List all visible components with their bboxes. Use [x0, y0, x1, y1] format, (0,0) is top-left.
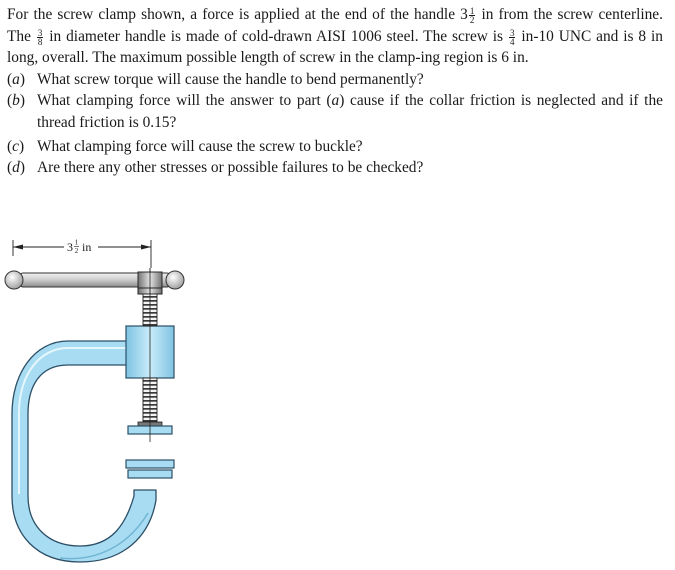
- fraction-denominator: 4: [509, 36, 515, 47]
- question-letter: a: [12, 70, 20, 88]
- question-label: (b): [7, 92, 25, 110]
- question-label: (d): [7, 159, 25, 177]
- dimension-whole: 3: [67, 240, 73, 254]
- question-label: (c): [7, 137, 25, 155]
- problem-intro: [7, 4, 663, 69]
- fraction-three-quarters: [509, 29, 516, 46]
- fraction-numerator: 1: [469, 5, 475, 16]
- dimension-unit: in: [82, 240, 92, 254]
- dimension-line: [13, 239, 151, 269]
- fraction-three-eighths: [37, 29, 44, 46]
- question-letter: c: [12, 137, 19, 155]
- question-letter: d: [12, 159, 20, 177]
- question-letter: b: [12, 92, 20, 110]
- question-text: What screw torque will cause the handle to bend permanently?: [37, 70, 424, 88]
- fraction-denominator: 2: [469, 14, 475, 25]
- question-text-italic: a: [331, 92, 340, 110]
- problem-statement: [7, 4, 663, 179]
- question-text-b: ) cause if the collar friction is neglected and if the thread friction is 0.15?: [37, 92, 663, 131]
- question-list: [7, 69, 663, 179]
- fraction-denominator: 8: [37, 36, 43, 47]
- question-text: What clamping force will cause the screw to buckle?: [37, 137, 363, 155]
- intro-text-4: in-10 UNC and is 8 in long, overall. The maximum possible length of screw in the clamp-ing region is 6 in.: [7, 27, 663, 67]
- question-a: [7, 69, 663, 91]
- question-text-a: What clamping force will the answer to part (: [37, 92, 332, 110]
- arrowhead-right-icon: [141, 245, 151, 250]
- intro-text-1: For the screw clamp shown, a force is applied at the end of the handle 3: [7, 6, 468, 23]
- question-d: [7, 157, 663, 179]
- lower-jaw: [126, 460, 174, 468]
- question-text: [37, 90, 663, 133]
- fraction-one-half: [469, 7, 476, 24]
- screw-clamp-figure: [0, 228, 260, 570]
- handle-knob-right: [166, 271, 184, 289]
- handle-knob-left: [5, 271, 23, 289]
- arrowhead-left-icon: [13, 245, 23, 250]
- dimension-denominator: 2: [74, 247, 79, 255]
- fraction-numerator: 3: [37, 27, 43, 38]
- fraction-numerator: 3: [509, 27, 515, 38]
- question-label: (a): [7, 70, 25, 88]
- question-text: Are there any other stresses or possible failures to be checked?: [37, 159, 424, 177]
- dimension-numerator: 1: [74, 238, 79, 247]
- question-b: [7, 90, 663, 133]
- intro-text-3: in diameter handle is made of cold-drawn AISI 1006 steel. The screw is: [44, 27, 508, 45]
- question-c: [7, 136, 663, 158]
- intro-text-2: in from the screw centerline. The: [7, 6, 663, 45]
